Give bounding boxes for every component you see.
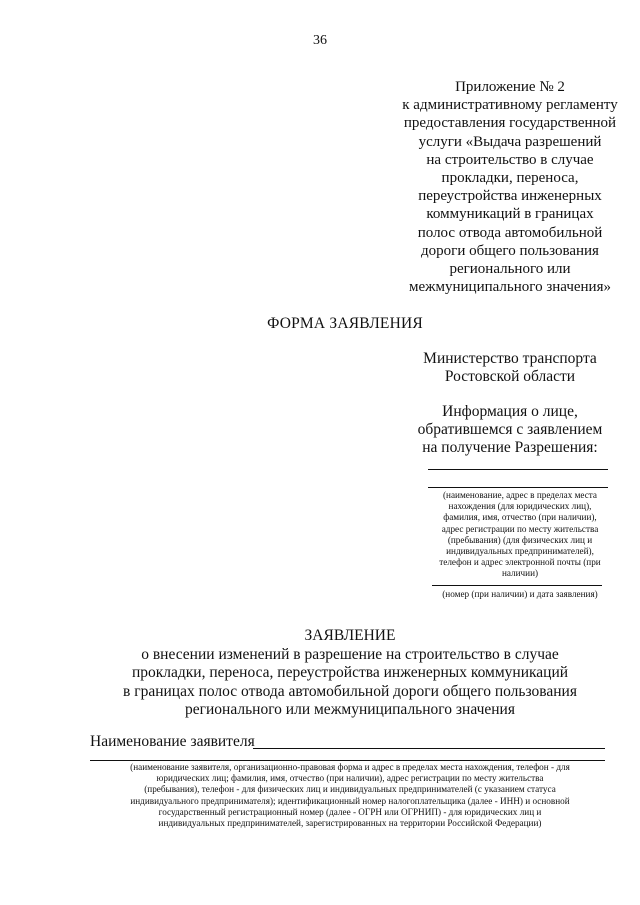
- caption-line: телефон и адрес электронной почты (при: [439, 557, 601, 568]
- appendix-line: услуги «Выдача разрешений: [418, 133, 602, 150]
- recipient-line: Ростовской области: [444, 368, 576, 385]
- applicant-name-fill-line[interactable]: [253, 748, 605, 749]
- appendix-line: предоставления государственной: [403, 115, 617, 132]
- statement-line: прокладки, переноса, переустройства инженерных коммуникаций: [131, 664, 569, 681]
- caption-line: фамилия, имя, отчество (при наличии),: [443, 512, 597, 523]
- applicant-info-block: [410, 403, 610, 457]
- appendix-header: [370, 78, 640, 296]
- caption-line: индивидуальных предпринимателей),: [446, 546, 594, 557]
- caption-line: индивидуальных предпринимателей, зарегистрированных на территории Российской Федерации): [158, 818, 542, 829]
- statement-number-caption: (номер (при наличии) и дата заявления): [442, 589, 598, 599]
- caption-line: (наименование, адрес в пределах места: [442, 490, 597, 500]
- statement-line: в границах полос отвода автомобильной дороги общего пользования: [123, 682, 577, 700]
- caption-line: индивидуального предпринимателя); идентификационный номер налогоплательщика (далее - ИНН) и основной: [130, 795, 570, 806]
- statement-title: ЗАЯВЛЕНИЕ: [304, 627, 396, 644]
- appendix-line: полос отвода автомобильной: [417, 224, 603, 241]
- caption-line: нахождения (для юридических лиц),: [448, 501, 592, 512]
- caption-line: государственный регистрационный номер (далее - ОГРН или ОГРНИП) - для юридических лиц и: [158, 806, 542, 817]
- applicant-info-caption: [420, 490, 620, 580]
- applicant-info-line: обратившемся с заявлением: [417, 421, 603, 438]
- applicant-name-fill-line-2[interactable]: [90, 760, 605, 761]
- statement-line: регионального или межмуниципального значения: [185, 701, 515, 718]
- applicant-info-fill-line[interactable]: [428, 469, 608, 470]
- caption-line: юридических лиц; фамилия, имя, отчество (при наличии), адрес регистрации по месту жительства: [156, 773, 544, 784]
- appendix-line: на строительство в случае: [426, 151, 594, 168]
- page-number: 36: [313, 33, 327, 48]
- applicant-info-line: Информация о лице,: [442, 403, 578, 420]
- applicant-name-label: Наименование заявителя: [90, 733, 255, 750]
- applicant-info-line: на получение Разрешения:: [422, 439, 598, 456]
- caption-line: адрес регистрации по месту жительства: [441, 523, 599, 534]
- statement-line: о внесении изменений в разрешение на строительство в случае: [141, 645, 559, 663]
- appendix-line: переустройства инженерных: [418, 188, 602, 205]
- recipient-line: Министерство транспорта: [423, 350, 597, 367]
- appendix-line: к административному регламенту: [402, 97, 618, 114]
- caption-line: (пребывания), телефон - для физических лиц и индивидуальных предпринимателей (с указанием статуса: [144, 784, 556, 795]
- form-title: ФОРМА ЗАЯВЛЕНИЯ: [267, 315, 423, 332]
- appendix-line: межмуниципального значения»: [409, 279, 611, 296]
- statement-heading: [0, 627, 640, 720]
- appendix-line: коммуникаций в границах: [426, 206, 594, 223]
- statement-number-fill-line[interactable]: [432, 585, 602, 586]
- appendix-line: Приложение № 2: [455, 79, 565, 95]
- applicant-info-fill-line-2[interactable]: [428, 487, 608, 488]
- recipient-block: [410, 350, 610, 386]
- caption-line: (наименование заявителя, организационно-правовая форма и адрес в пределах места нахождения, телефон - для: [130, 762, 570, 772]
- caption-line: (пребывания) (для физических лиц и: [447, 534, 593, 545]
- caption-line: наличии): [501, 568, 539, 579]
- appendix-line: прокладки, переноса,: [441, 170, 579, 187]
- appendix-line: регионального или: [449, 261, 571, 278]
- appendix-line: дороги общего пользования: [421, 242, 599, 259]
- applicant-name-caption: [90, 762, 610, 829]
